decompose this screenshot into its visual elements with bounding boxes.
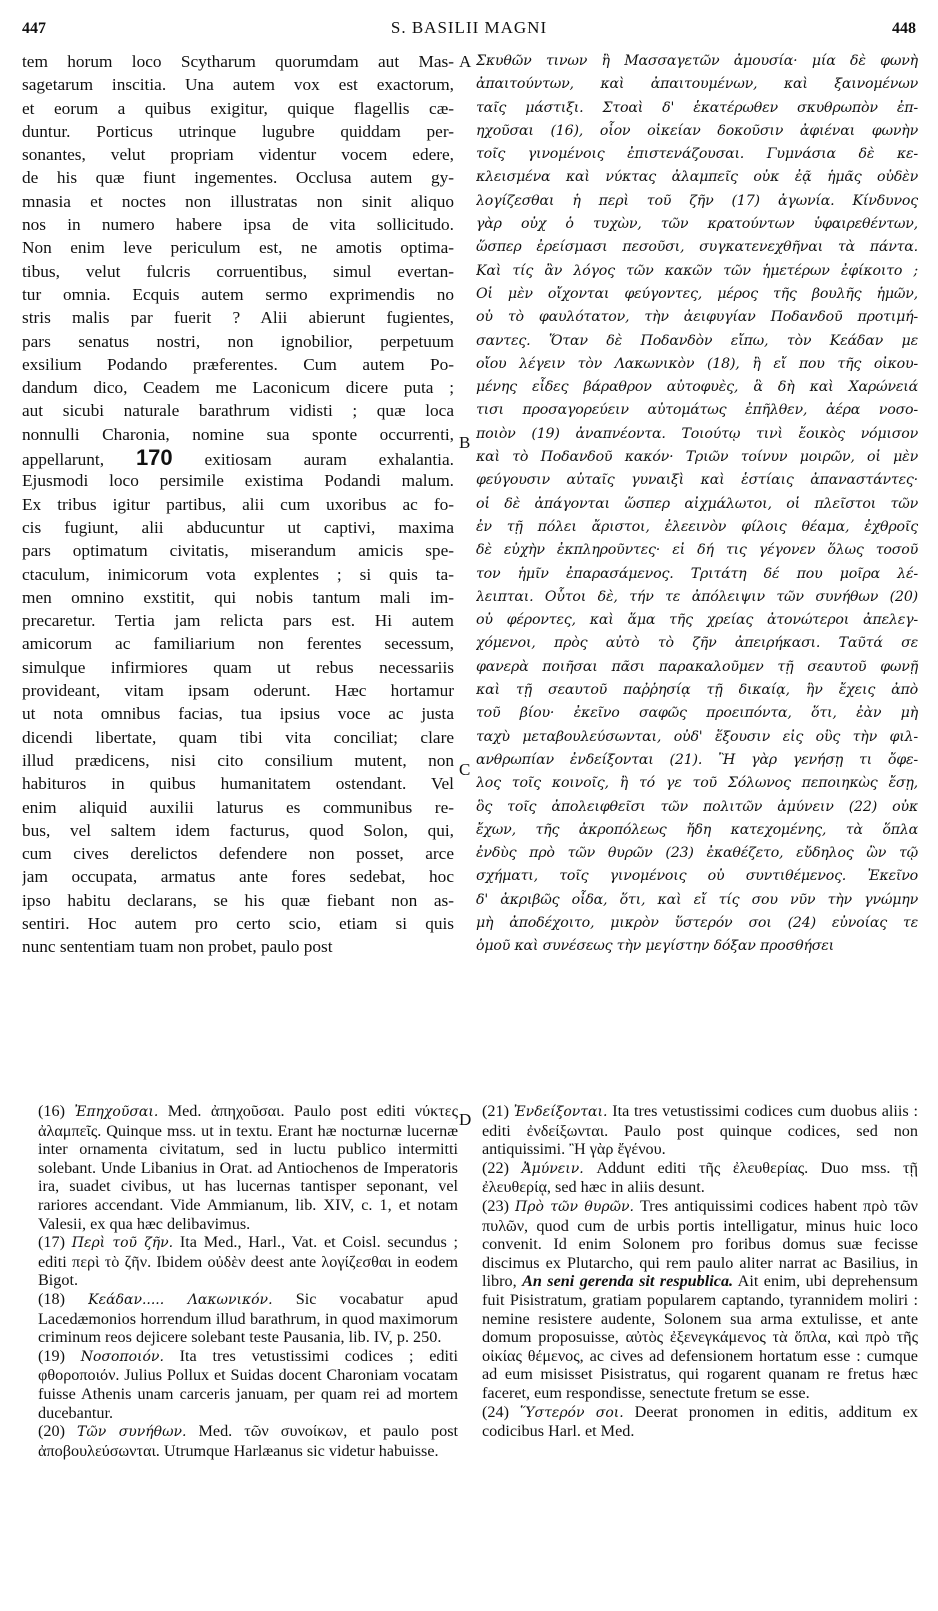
latin-column: [22, 50, 454, 959]
greek-line: καὶ τῇ σεαυτοῦ παῤῥησίᾳ τῇ δικαίᾳ, ἣν ἔχεις ἀπὸ: [476, 682, 918, 699]
footnote-number: (20): [38, 1422, 65, 1441]
greek-line: γὰρ οὐχ ὁ τυχὼν, τῶν κρατούντων ὑφαιρεθέντων,: [476, 216, 918, 233]
footnote-text: Deerat pronomen in editis, additum ex codicibus Harl. et Med.: [482, 1402, 919, 1441]
latin-line: ut nota omnibus facias, tua ipsius voce ac justa: [22, 704, 454, 724]
footnote: [482, 1102, 918, 1159]
latin-line: duntur. Porticus utrinque lugubre quiddam per-: [22, 121, 454, 141]
latin-line: de his quæ fiunt ingementes. Occlusa autem gy-: [22, 168, 454, 188]
margin-marker-d: D: [459, 1110, 472, 1129]
greek-line: ὃς τοῖς ἀπολειφθεῖσι τῶν πολιτῶν ἀμύνειν (22) οὐκ: [476, 798, 918, 815]
footnote: [38, 1233, 458, 1290]
latin-line: nunc sententiam tuam non probet, paulo post: [22, 937, 333, 957]
footnotes-left: [38, 1102, 458, 1460]
greek-line: χόμενοι, πρὸς αὐτὸ τὸ ζῆν ἀπειρήκασι. Ταῦτά σε: [476, 635, 918, 652]
latin-line: ipso habitu declarans, se his quæ fiebant non as-: [22, 890, 454, 910]
footnote-lemma: Πρὸ τῶν θυρῶν.: [515, 1198, 634, 1215]
greek-line: κλεισμένα καὶ νύκτας ἀλαμπεῖς οὐκ ἐᾷ ἡμᾶς οὐδὲν: [476, 169, 918, 186]
greek-line: ὁμοῦ καὶ συνέσεως τὴν μεγίστην δόξαν προσθήσει: [476, 938, 834, 955]
footnote: [482, 1403, 918, 1441]
greek-line: τον ἡμῖν ἐπαρασάμενος. Τριτάτη δέ που μοῖρα λέ-: [476, 565, 918, 582]
greek-line: τισι προσαγορεύειν αὐτομάτως ἐπῆλθεν, ἀέρα νοσο-: [476, 402, 918, 419]
footnote-text: Addunt editi τῆς ἐλευθερίας. Duo mss. τῇ ἐλευθερίᾳ, sed hæc in aliis desunt.: [482, 1158, 919, 1197]
footnote: [38, 1422, 458, 1460]
latin-line: habituros in quibus humanitatem ostendant. Vel: [22, 774, 454, 794]
latin-line: [22, 446, 454, 469]
latin-line: simulque infirmiores quam ut rebus necessariis: [22, 657, 454, 677]
footnote-text: Med. τῶν συνοίκων, et paulo post ἀποβουλεύσωνται. Utrumque Harlæanus sic videtur habuisse.: [38, 1422, 458, 1460]
greek-line: οἴου λέγειν τὸν Λακωνικὸν (18), ἢ εἴ που τῆς οἰκου-: [476, 355, 918, 372]
footnote-number: (18): [38, 1289, 65, 1308]
greek-line: ἐν τῇ πόλει ἄριστοι, ἐλεεινὸν φίλοις θέαμα, ἐχθροῖς: [476, 518, 918, 535]
footnote-number: (23): [482, 1196, 509, 1215]
latin-line: et eorum a quibus exigitur, quique flagellis cæ-: [22, 98, 454, 118]
latin-line: pars optimatum civitatis, miserandum amicis spe-: [22, 541, 454, 561]
footnote-lemma: Περὶ τοῦ ζῆν.: [71, 1235, 174, 1252]
footnote: [38, 1347, 458, 1422]
greek-line: ηχοῦσαι (16), οἷον οἰκείαν δοκοῦσιν ἀφιέναι φωνὴν: [476, 122, 918, 139]
column-number: 170: [135, 446, 173, 470]
latin-line: mnasia et noctes non illustratas non sinit aliquo: [22, 191, 454, 211]
greek-line: τοῦ βίου· ἐκεῖνο σαφῶς προειπόντα, ὅτι, ἐὰν μὴ: [476, 705, 918, 722]
latin-line: cis fugiunt, alii abducuntur ut captivi, maxima: [22, 517, 454, 537]
greek-line: Σκυθῶν τινων ἢ Μασσαγετῶν ἀμουσία· μία δὲ φωνὴ: [476, 53, 918, 69]
page-number-right: 448: [892, 20, 916, 37]
greek-line: ταῖς μάστιξι. Στοαὶ δ' ἑκατέρωθεν σκυθρωπὸν ἐπ-: [476, 99, 918, 116]
footnote-text: Ita tres vetustissimi codices cum duobus aliis : editi ἐνδείξωνται. Paulo post quinque codices, sed non antiquissimi. Ἢ γὰρ ἔγένου.: [482, 1102, 918, 1159]
latin-line: sonantes, velut propriam videntur vocem edere,: [22, 145, 454, 165]
latin-line: nos in numero habere ipsa de vita sollicitudo.: [22, 215, 454, 235]
greek-line: δὲ εὐχὴν ἐκπληροῦντες· εἰ δή τις γέγονεν ὅλως τοσοῦ: [476, 542, 918, 559]
footnote-text: Sic vocabatur apud Lacedæmonios horrendum illud barathrum, in quod maximorum criminum reos dejicere solebant teste Pausania, lib. IV, p. 250.: [38, 1289, 458, 1347]
page-number-left: 447: [22, 20, 46, 37]
footnotes-right: [482, 1102, 918, 1441]
greek-line: μένης εἶδες βάραθρον αὐτοφυὲς, ἃ δὴ καὶ Χαρώνειά: [476, 379, 918, 396]
greek-line: Καὶ τίς ἂν λόγος τῶν κακῶν τῶν ἡμετέρων ἐφίκοιτο ;: [476, 262, 918, 279]
footnote-lemma: Ἀμύνειν.: [521, 1160, 584, 1177]
margin-marker-a: A: [459, 52, 472, 71]
greek-column: [476, 50, 918, 959]
latin-line: provideant, vitam ipsam oderunt. Hæc hortamur: [22, 681, 454, 701]
latin-line: amicorum ac familiarium non ferentes secessum,: [22, 634, 454, 654]
margin-marker-b: B: [459, 433, 471, 452]
latin-text: exitiosam auram exhalantia.: [204, 450, 454, 470]
greek-line: ταχὺ μεταβουλεύσωνται, οὐδ' ἕξουσιν εἰς οὓς τὴν φιλ-: [476, 728, 918, 745]
greek-line: ανθρωπίαν ἐνδείξονται (21). Ἢ γὰρ γενήσῃ τι ὄφε-: [476, 751, 918, 768]
footnote-lemma: Τῶν συνήθων.: [77, 1424, 187, 1441]
greek-line: φανερὰ ποιῆσαι πᾶσι παρακαλοῦμεν τῇ σεαυτοῦ φωνῇ: [476, 658, 918, 675]
greek-line: ποιὸν (19) ἀναπνέοντα. Τοιούτῳ τινὶ ἔοικὸς νόμισον: [476, 425, 918, 442]
footnote: [482, 1197, 918, 1403]
footnote-text: Ita Med., Harl., Vat. et Coisl. secundus ; editi περὶ τὸ ζῆν. Ibidem οὐδὲν deest ante λογίζεσθαι in eodem Bigot.: [38, 1233, 459, 1290]
greek-line: φεύγουσιν αὐταῖς γυναιξὶ καὶ ἑστίαις ἀπαναστάντες·: [476, 472, 918, 489]
latin-line: cum cives derelictos defendere non posset, arce: [22, 844, 454, 864]
margin-marker-c: C: [459, 760, 471, 779]
latin-line: Ex tribus igitur partibus, alii cum uxoribus ac fo-: [22, 494, 454, 514]
footnote-text: Ita tres vetustissimi codices ; editi φθοροποιόν. Julius Pollux et Suidas docent Charoniam vocatam fuisse Athenis unam carceris januam, per quam rei ad mortem ducebantur.: [38, 1346, 458, 1422]
footnote: [482, 1159, 918, 1197]
latin-line: illud prædicens, nisi cito consilium mutent, non: [22, 750, 454, 770]
greek-line: σχήματι, τοῖς γινομένοις οὐ συντιθέμενος. Ἐκεῖνο: [476, 868, 918, 885]
greek-line: τοῖς γινομένοις ἐπιστενάζουσαι. Γυμνάσια δὲ κε-: [476, 146, 918, 163]
footnote-lemma: Ἐπηχοῦσαι.: [74, 1104, 159, 1120]
footnote-number: (21): [482, 1102, 509, 1120]
footnote-lemma: Κεάδαν..... Λακωνικόν.: [88, 1291, 273, 1308]
latin-line: exsilium Podando præferentes. Cum autem Po-: [22, 354, 454, 374]
greek-line: Οἱ μὲν οἴχονται φεύγοντες, μέρος τῆς βουλῆς ἡμῶν,: [476, 285, 918, 302]
latin-line: bus, vel saltem idem facturus, quod Solon, qui,: [22, 820, 454, 840]
greek-line: ἀπαιτούντων, καὶ ἀπαιτουμένων, καὶ ξαινομένων: [476, 76, 918, 93]
footnote-number: (19): [38, 1346, 65, 1365]
latin-line: ctaculum, inimicorum vota explentes ; si quis ta-: [22, 564, 454, 584]
latin-line: stris malis par fuerit ? Alii abierunt fugientes,: [22, 308, 454, 328]
greek-line: λειπται. Οὗτοι δὲ, τήν τε ἀπόλειψιν τῶν συνήθων (20): [476, 588, 918, 605]
latin-line: nonnulli Charonia, nomine sua sponte occurrenti,: [22, 424, 454, 444]
running-title: S. BASILII MAGNI: [390, 18, 548, 37]
footnote-lemma: Ἐνδείξονται.: [513, 1104, 608, 1120]
greek-line: ἐνδὺς πρὸ τῶν θυρῶν (23) ἐκαθέζετο, εὔδηλος ὢν τῷ: [476, 845, 918, 862]
greek-line: σαντες. Ὅταν δὲ Ποδανδὸν εἴπω, τὸν Κεάδαν με: [476, 332, 918, 349]
greek-line: οἱ δὲ ἀπάγονται ὥσπερ αἰχμάλωτοι, οἱ πλεῖστοι τῶν: [476, 495, 918, 512]
latin-line: sentiri. Hoc autem pro certo scio, etiam si quis: [22, 913, 454, 933]
greek-line: οὐ φέροντες, καὶ ἅμα τῆς χρείας ἀτονώτεροι ἀπελεγ-: [476, 612, 918, 629]
page-header: [22, 16, 916, 46]
latin-line: sagetarum inscitia. Una autem vox est exactorum,: [22, 75, 454, 95]
footnote-number: (17): [38, 1233, 65, 1252]
greek-line: δ' ἀκριβῶς οἶδα, ὅτι, καὶ εἴ τίς σου νῦν τὴν γνώμην: [476, 891, 918, 908]
footnote-number: (22): [482, 1158, 509, 1177]
latin-text: appellarunt,: [22, 450, 105, 470]
greek-line: καὶ τὸ Ποδανδοῦ κακόν· Τριῶν τοίνυν μοιρῶν, οἱ μὲν: [476, 449, 918, 466]
latin-line: men omnino exstitit, qui nobis tantum mali im-: [22, 587, 454, 607]
latin-line: dicendi libertate, quam tibi vita conciliat; clare: [22, 727, 454, 747]
greek-line: λος τοῖς κοινοῖς, ἢ τό γε τοῦ Σόλωνος πεποιηκὼς ἔσῃ,: [476, 775, 918, 792]
latin-line: precaretur. Tertia jam relicta pars est. Hi autem: [22, 611, 454, 631]
latin-line: Non enim leve periculum est, ne amotis optima-: [22, 238, 454, 258]
latin-line: aut sicubi naturale barathrum vidisti ; quæ loca: [22, 401, 454, 421]
latin-line: tur omnia. Ecquis autem sermo exprimendis no: [22, 284, 454, 304]
footnote-lemma: Νοσοποιόν.: [80, 1348, 164, 1365]
footnote-number: (16): [38, 1102, 65, 1120]
footnote-number: (24): [482, 1402, 509, 1421]
footnote-text: Ait enim, ubi deprehensum fuit Pisistratum, gratiam popularem captando, tyrannidem moliri : nemine resistere audente, Solonem sua arma extulisse, et ante domum proposuisse, αὐτὸς ἐξενεγκάμενος τὰ ὅπλα, καὶ πρὸ τῆς οἰκίας θέμενος, ac cives ad defensionem hortatum esse : cumque ad eum misisset Pisistratus, qui rogarent quanam re fretus hæc faceret, eum respondisse, senectute fretum se esse.: [482, 1272, 919, 1402]
latin-line: jam occupata, armatus ante fores sedebat, hoc: [22, 867, 454, 887]
footnote: [38, 1102, 458, 1233]
latin-line: enim aliquid auxilii laturus es communibus re-: [22, 797, 454, 817]
footnote-lemma: Ὕστερόν σοι.: [519, 1404, 624, 1421]
greek-line: ἔχων, τῆς ἀκροπόλεως ἤδη κατεχομένης, τὰ ὅπλα: [476, 821, 918, 838]
latin-line: Ejusmodi loco persimile existima Podandi malum.: [22, 471, 454, 491]
greek-line: μὴ ἀποδέχοιτο, μικρὸν ὕστερόν σοι (24) εὐνοίας τε: [476, 914, 918, 931]
footnote-text: Med. ἀπηχοῦσαι. Paulo post editi νύκτες ἀλαμπεῖς. Quinque mss. ut in textu. Erant hæ nocturnæ lucernæ inter ornamenta civitatum, sed in luctu publico intermitti solebant. Unde Libanius in Orat. ad Antiochenos de Imperatoris ira, suadet civibus, ut has lucernas tantisper seponant, vel rariores accendant. Vide Ammianum, lib. XIV, c. 1, et notam Valesii, ex qua hæc delibavimus.: [38, 1102, 459, 1233]
latin-line: pars senatus nostri, non ignobilior, perpetuum: [22, 331, 454, 351]
greek-line: ὥσπερ ἐρείσμασι πεσοῦσι, συγκατενεχθῆναι τὰ πάντα.: [476, 239, 918, 256]
footnote-text: Tres antiquissimi codices habent πρὸ τῶν πυλῶν, quod cum de urbis portis intelligatur, minus huic loco convenit. Id enim Solonem pro foribus domus suæ fecisse discimus ex Plutarcho, qui rem paulo aliter narrat ac Basilius, in libro,: [482, 1196, 918, 1291]
greek-line: οὐ τὸ φαυλότατον, τὴν ἀειφυγίαν Ποδανδοῦ προτιμή-: [476, 309, 918, 326]
footnote: [38, 1290, 458, 1347]
greek-line: λογίζεσθαι ἡ περὶ τοῦ ζῆν (17) ἀγωνία. Κίνδυνος: [476, 192, 918, 209]
footnote-title: An seni gerenda sit respublica.: [522, 1272, 734, 1291]
latin-line: dandum dico, Ceadem me Laconicum dicere puta ;: [22, 378, 454, 398]
latin-line: tibus, velut fulcris corruentibus, simul evertan-: [22, 261, 454, 281]
latin-line: tem horum loco Scytharum quorumdam aut Mas-: [22, 52, 454, 71]
